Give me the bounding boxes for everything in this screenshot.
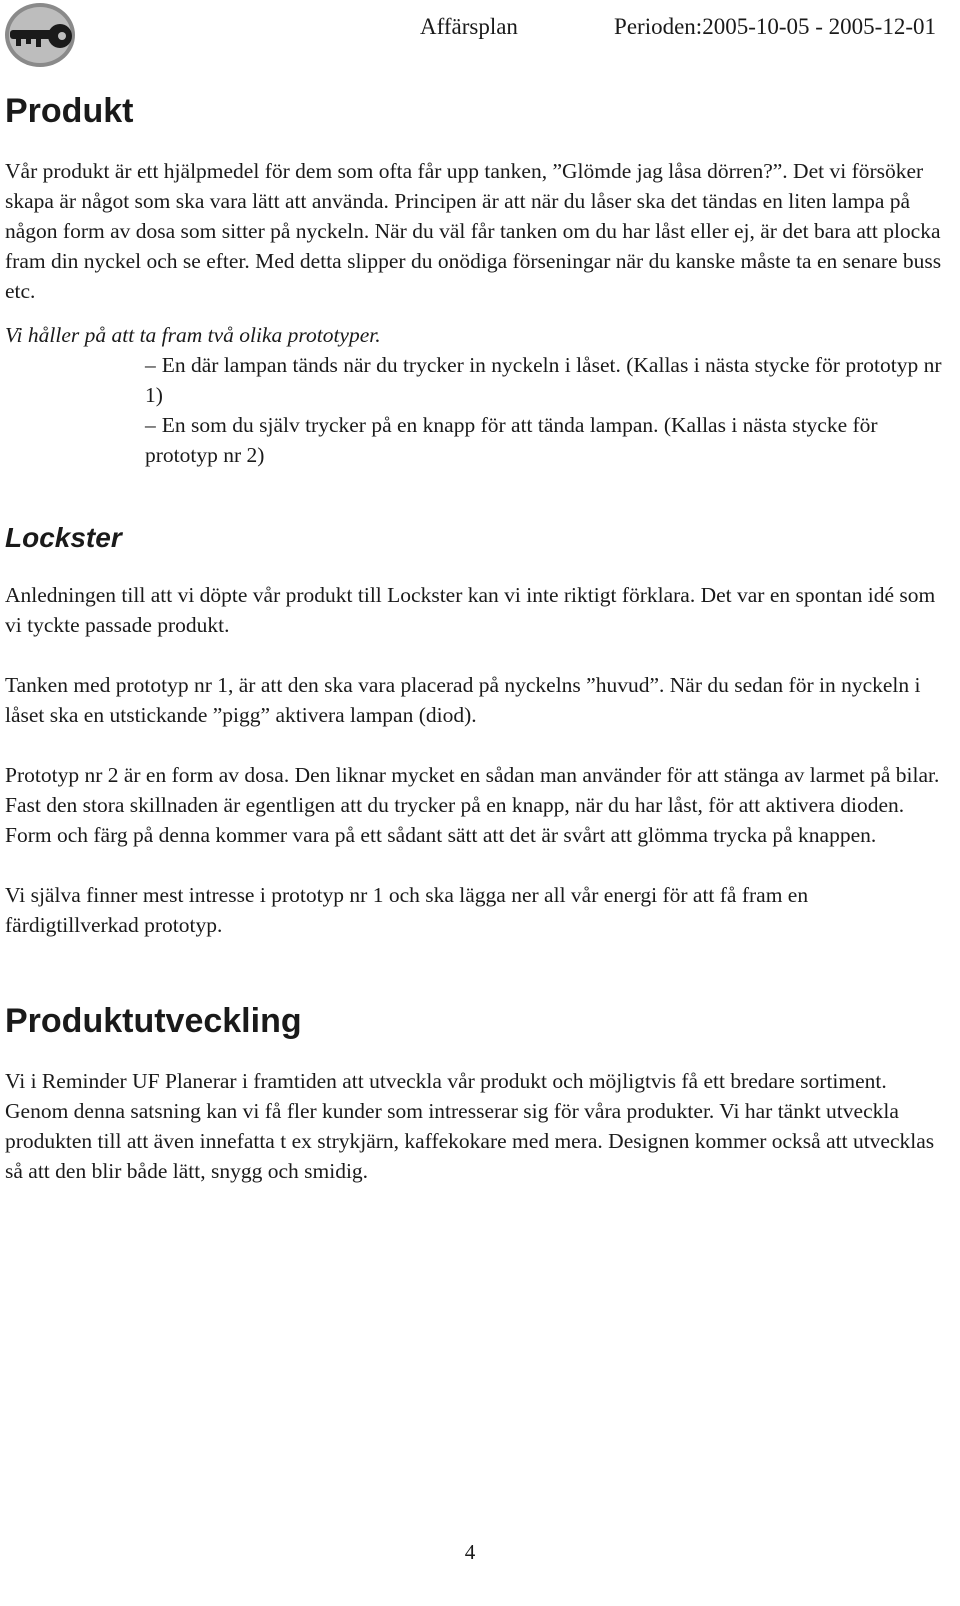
lockster-paragraph-1: Anledningen till att vi döpte vår produkt till Lockster kan vi inte riktigt förklara. Det var en spontan idé som vi tyckte passade produkt.	[5, 583, 936, 637]
heading-lockster: Lockster	[5, 522, 122, 553]
prototypes-intro: Vi håller på att ta fram två olika prototyper.	[5, 323, 381, 347]
document-body	[5, 86, 945, 1186]
lockster-paragraph-3: Prototyp nr 2 är en form av dosa. Den liknar mycket en sådan man använder för att stänga av larmet på bilar. Fast den stora skillnaden är egentligen att du trycker på en knapp, när du har låst, för att aktivera dioden. Form och färg på denna kommer vara på ett sådant sätt att det är svårt att glömma trycka på knappen.	[5, 763, 940, 847]
lockster-paragraph-2: Tanken med prototyp nr 1, är att den ska vara placerad på nyckelns ”huvud”. När du sedan för in nyckeln i låset ska en utstickande ”pigg” aktivera lampan (diod).	[5, 673, 921, 727]
reminder-uf-logo	[4, 2, 76, 68]
prototype-list	[5, 350, 945, 470]
bullet-dash: –	[145, 413, 156, 437]
document-title: Affärsplan	[420, 14, 518, 39]
page-number: 4	[464, 1540, 476, 1564]
list-item	[145, 410, 945, 470]
bullet-dash: –	[145, 353, 156, 377]
prototype-1-text: En där lampan tänds när du trycker in nyckeln i låset. (Kallas i nästa stycke för prototyp nr 1)	[145, 353, 942, 407]
produkt-paragraph: Vår produkt är ett hjälpmedel för dem som ofta får upp tanken, ”Glömde jag låsa dörren?”. Det vi försöker skapa är något som ska vara lätt att använda. Principen är att när du låser ska det tändas en liten lampa på någon form av dosa som sitter på nyckeln. När du väl får tanken om du har låst eller ej, är det bara att plocka fram din nyckel och se efter. Med detta slipper du onödiga förseningar när du kanske måste ta en senare buss etc.	[5, 159, 942, 303]
list-item	[145, 350, 945, 410]
heading-produktutveckling: Produktutveckling	[5, 1002, 302, 1040]
prototype-2-text: En som du själv trycker på en knapp för att tända lampan. (Kallas i nästa stycke för prototyp nr 2)	[145, 413, 878, 467]
lockster-paragraph-4: Vi själva finner mest intresse i prototyp nr 1 och ska lägga ner all vår energi för att få fram en färdigtillverkad prototyp.	[5, 883, 809, 937]
heading-produkt: Produkt	[5, 92, 134, 130]
produktutveckling-paragraph: Vi i Reminder UF Planerar i framtiden att utveckla vår produkt och möjligtvis få ett bredare sortiment. Genom denna satsning kan vi få fler kunder som intresserar sig för våra produkter. Vi har tänkt utveckla produkten till att även innefatta t ex strykjärn, kaffekokare med mera. Designen kommer också att utvecklas så att den blir både lätt, snygg och smidig.	[5, 1069, 935, 1183]
period-range: Perioden:2005-10-05 - 2005-12-01	[614, 14, 936, 39]
